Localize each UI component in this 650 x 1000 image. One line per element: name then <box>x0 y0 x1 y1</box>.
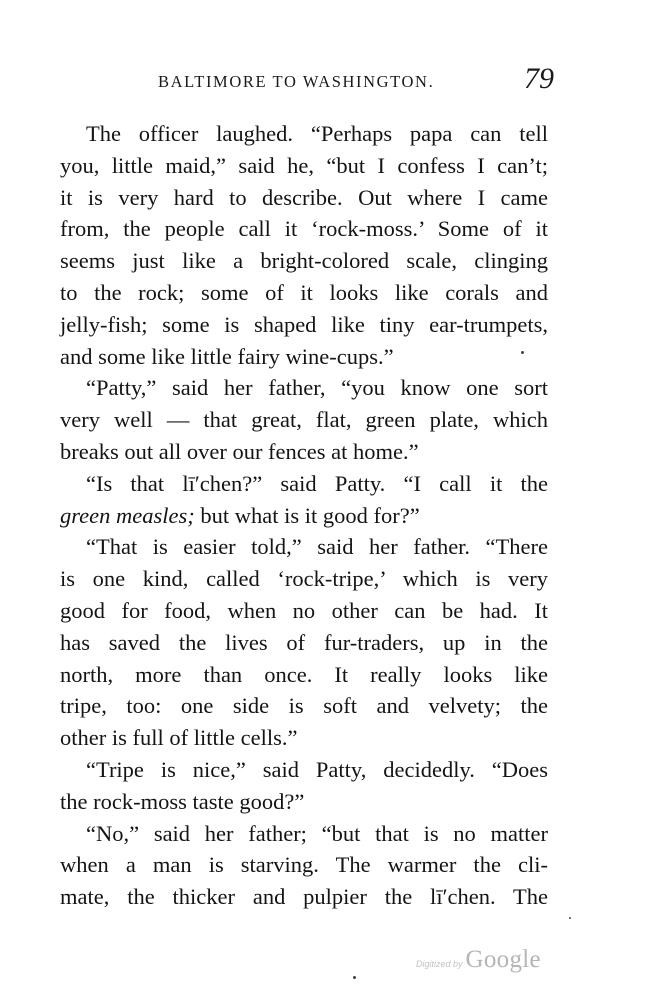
text-line: when a man is starving. The warmer the cli- <box>60 852 548 878</box>
text-line: “Patty,” said her father, “you know one sort <box>86 375 548 401</box>
text-line: “Tripe is nice,” said Patty, decidedly. “Does <box>86 756 548 782</box>
text-line: “Is that lī′chen?” said Patty. “I call it the <box>86 470 548 496</box>
page-number: 79 <box>524 62 554 95</box>
text-line: The officer laughed. “Perhaps papa can tell <box>86 121 548 146</box>
text-line: mate, the thicker and pulpier the lī′chen. The <box>60 884 548 910</box>
text-line: you, little maid,” said he, “but I confess I can’t; <box>60 152 548 178</box>
digitized-watermark <box>416 946 541 974</box>
line-text: but what is it good for?” <box>194 502 420 528</box>
print-speck <box>521 351 524 354</box>
text-line: to the rock; some of it looks like corals and <box>60 279 548 305</box>
text-line: has saved the lives of fur-traders, up in the <box>60 629 548 655</box>
text-line: tripe, too: one side is soft and velvety; the <box>60 693 548 719</box>
text-line: is one kind, called ‘rock-tripe,’ which is very <box>60 566 548 592</box>
print-speck <box>353 976 356 979</box>
text-line: the rock-moss taste good?” <box>60 788 305 814</box>
running-head: BALTIMORE TO WASHINGTON. <box>158 72 435 91</box>
text-line: and some like little fairy wine-cups.” <box>60 343 394 369</box>
text-line: very well — that great, flat, green plate, which <box>60 407 548 433</box>
text-line: breaks out all over our fences at home.” <box>60 438 419 464</box>
text-line: good for food, when no other can be had. It <box>60 597 548 623</box>
text-line: “That is easier told,” said her father. “There <box>86 534 548 560</box>
text-line: from, the people call it ‘rock-moss.’ Some of it <box>60 216 548 242</box>
body-text <box>60 118 548 913</box>
google-logo: Google <box>465 946 541 973</box>
print-speck <box>569 917 571 919</box>
text-line: jelly-fish; some is shaped like tiny ear-trumpets, <box>60 311 548 337</box>
text-line: seems just like a bright-colored scale, clinging <box>60 248 548 274</box>
text-line <box>60 500 548 532</box>
italic-phrase: green measles; <box>60 502 195 528</box>
text-line: north, more than once. It really looks like <box>60 661 548 687</box>
text-line: other is full of little cells.” <box>60 725 298 751</box>
text-line: “No,” said her father; “but that is no matter <box>86 820 548 846</box>
watermark-small-text: Digitized by <box>416 959 463 969</box>
text-line: it is very hard to describe. Out where I came <box>60 184 548 210</box>
